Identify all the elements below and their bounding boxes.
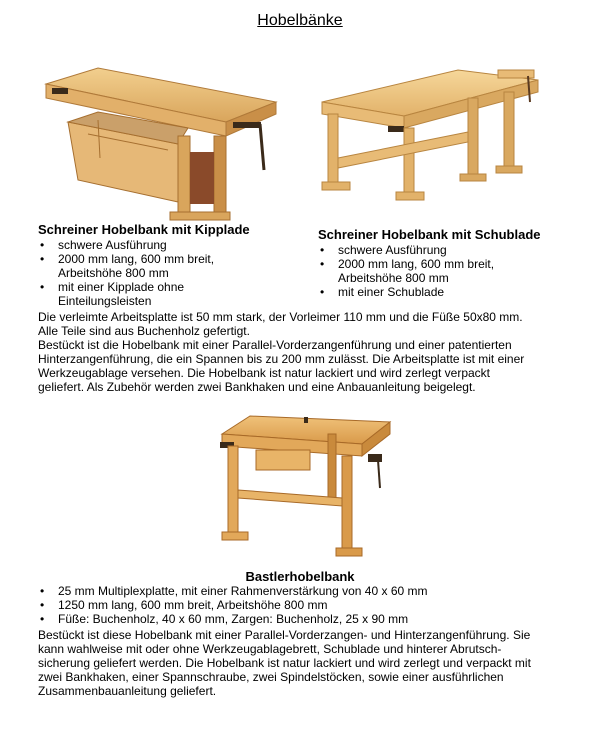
product-bullets-bastler [38,584,578,626]
list-item: • schwere Ausführung [318,243,578,257]
list-item: • 2000 mm lang, 600 mm breit, Arbeitshöhe 800 mm [318,257,578,285]
product-title-kipplade: Schreiner Hobelbank mit Kipplade [38,222,250,237]
list-item: • 2000 mm lang, 600 mm breit, Arbeitshöhe 800 mm [38,252,298,280]
list-item: • mit einer Schublade [318,285,578,299]
product-title-schublade: Schreiner Hobelbank mit Schublade [318,227,541,242]
workbench-schublade-image [318,62,540,202]
product-title-bastler: Bastlerhobelbank [245,569,355,584]
workbench-kipplade-image [38,62,278,222]
product-bullets-kipplade [38,238,298,308]
list-item: • schwere Ausführung [38,238,298,252]
description-paragraph-1: Die verleimte Arbeitsplatte ist 50 mm stark, der Vorleimer 110 mm und die Füße 50x80 mm. Alle Teile sind aus Buchenholz gefertigt. Bestückt ist die Hobelbank mit einer Parallel-Vorderzangenführung und einer patentierten Hinterzangenführung, die ein Spannen bis zu 200 mm zulässt. Die Arbeitsplatte ist mit einer Werkzeugablage versehen. Die Hobelbank ist natur lackiert und wird zerlegt verpackt geliefert. Als Zubehör werden zwei Bankhaken und eine Anbauanleitung beigelegt. [38,310,525,394]
bastlerhobelbank-image [212,412,392,564]
list-item: • 25 mm Multiplexplatte, mit einer Rahmenverstärkung von 40 x 60 mm [38,584,578,598]
description-paragraph-2: Bestückt ist diese Hobelbank mit einer Parallel-Vorderzangen- und Hinterzangenführung. Sie kann wahlweise mit oder ohne Werkzeugablagebrett, Schublade und hinterer Abrutsch- sicherung geliefert werden. Die Hobelbank ist natur lackiert und wird zerlegt und verpackt mit zwei Bankhaken, einer Spannschraube, zwei Spindelstöcken, sowie einer ausführlichen Zusammenbauanleitung geliefert. [38,628,531,698]
page-title: Hobelbänke [257,12,343,29]
list-item: • Füße: Buchenholz, 40 x 60 mm, Zargen: Buchenholz, 25 x 90 mm [38,612,578,626]
product-bullets-schublade [318,243,578,299]
list-item: • mit einer Kipplade ohne Einteilungsleisten [38,280,298,308]
list-item: • 1250 mm lang, 600 mm breit, Arbeitshöhe 800 mm [38,598,578,612]
